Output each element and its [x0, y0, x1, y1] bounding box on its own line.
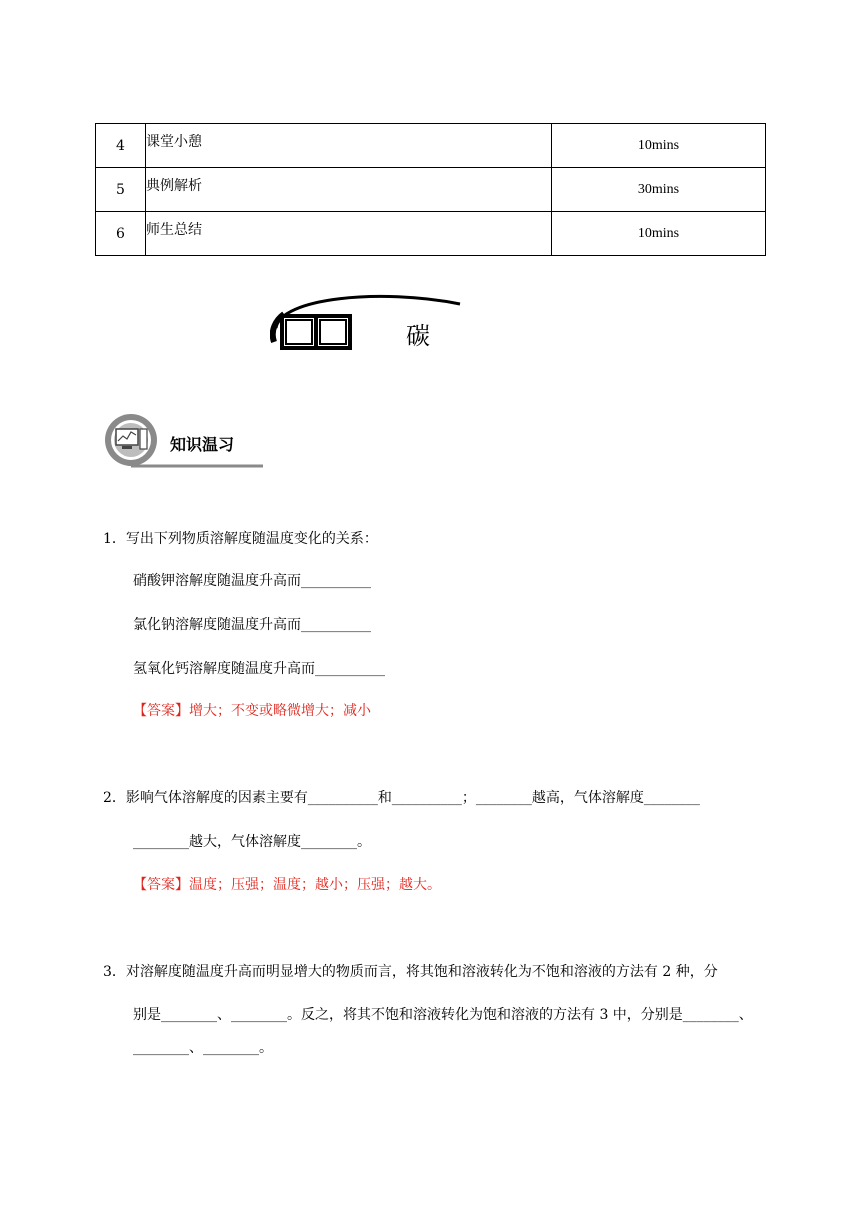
question-2-continuation: ________越大，气体溶解度________。	[133, 834, 371, 850]
row-duration: 30mins	[552, 168, 766, 212]
question-1-item: 氢氧化钙溶解度随温度升高而__________	[133, 661, 385, 677]
chapter-title: 碳	[406, 322, 430, 350]
row-activity: 典例解析	[146, 168, 552, 212]
question-3-continuation: ________、________。	[133, 1040, 273, 1056]
row-activity: 课堂小憩	[146, 124, 552, 168]
answer-label: 【答案】	[133, 703, 189, 719]
row-duration: 10mins	[552, 124, 766, 168]
section-title: 知识温习	[170, 435, 235, 454]
question-1-prompt: 1．写出下列物质溶解度随温度变化的关系：	[103, 531, 378, 547]
question-2-prompt: 2．影响气体溶解度的因素主要有__________和__________；________越高，气体溶解度________	[103, 790, 700, 806]
book-icon	[270, 290, 465, 355]
question-1-item: 氯化钠溶解度随温度升高而__________	[133, 617, 371, 633]
row-number: 4	[96, 124, 146, 168]
row-number: 6	[96, 212, 146, 256]
answer-text: 增大；不变或略微增大；减小	[189, 703, 371, 719]
row-activity: 师生总结	[146, 212, 552, 256]
answer-text: 温度；压强；温度；越小；压强；越大。	[189, 877, 441, 893]
table-row	[96, 168, 766, 212]
question-3-continuation: 别是________、________。反之，将其不饱和溶液转化为饱和溶液的方法有 3 中，分别是________、	[133, 1007, 753, 1023]
chapter-header	[270, 290, 465, 355]
answer-label: 【答案】	[133, 877, 189, 893]
question-1-item: 硝酸钾溶解度随温度升高而__________	[133, 573, 371, 589]
schedule-table	[95, 123, 766, 256]
question-1-answer	[133, 700, 371, 720]
question-2-answer	[133, 874, 441, 894]
question-3-prompt: 3．对溶解度随温度升高而明显增大的物质而言，将其饱和溶液转化为不饱和溶液的方法有 2 种，分	[103, 964, 718, 980]
table-row	[96, 212, 766, 256]
row-duration: 10mins	[552, 212, 766, 256]
table-row	[96, 124, 766, 168]
row-number: 5	[96, 168, 146, 212]
